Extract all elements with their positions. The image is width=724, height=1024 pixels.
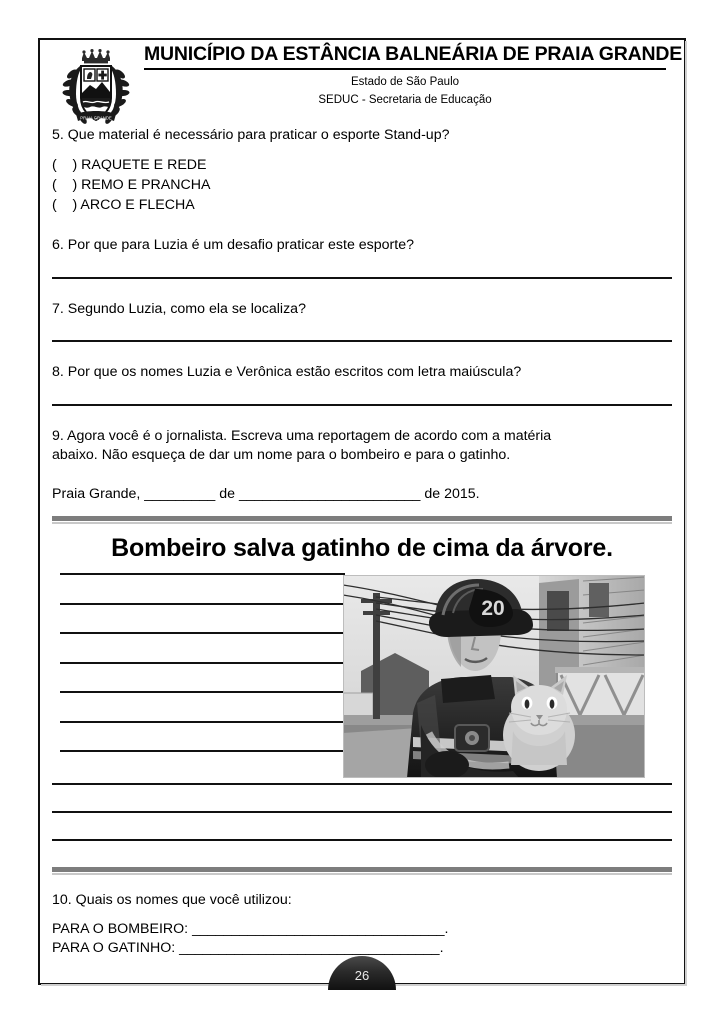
helmet-number-text: 20 — [481, 597, 505, 621]
wide-writing-lines — [52, 783, 672, 841]
separator-band-bottom — [52, 867, 672, 876]
question-10-text: 10. Quais os nomes que você utilizou: — [52, 892, 292, 909]
writing-line[interactable] — [60, 721, 345, 723]
question-9-text-line1: 9. Agora você é o jornalista. Escreva uma reportagem de acordo com a matéria — [52, 427, 552, 444]
page-content — [52, 43, 683, 957]
option-remo-e-prancha[interactable]: ( ) REMO E PRANCHA — [52, 176, 211, 193]
writing-line[interactable] — [52, 783, 672, 785]
page-footer — [38, 950, 686, 990]
question-6-text: 6. Por que para Luzia é um desafio praticar este esporte? — [52, 237, 414, 254]
news-headline: Bombeiro salva gatinho de cima da árvore. — [111, 534, 613, 563]
writing-line[interactable] — [60, 573, 345, 575]
question-8-block — [52, 363, 672, 406]
band-light-rule — [52, 873, 672, 875]
header-text-block — [144, 43, 683, 109]
answer-line-q8[interactable] — [52, 404, 672, 406]
question-9-block — [52, 427, 672, 502]
writing-line[interactable] — [60, 691, 345, 693]
question-5-text: 5. Que material é necessário para praticar o esporte Stand-up? — [52, 127, 450, 143]
question-10-block — [52, 892, 672, 956]
date-line[interactable]: Praia Grande, _________ de _______________________ de 2015. — [52, 486, 480, 503]
band-light-rule — [52, 522, 672, 524]
answer-field-gatinho[interactable]: PARA O GATINHO: _________________________________. — [52, 940, 444, 957]
band-dark-rule — [52, 867, 672, 872]
option-arco-e-flecha[interactable]: ( ) ARCO E FLECHA — [52, 196, 195, 213]
writing-line[interactable] — [60, 603, 345, 605]
separator-band-top — [52, 516, 672, 525]
question-7-block — [52, 300, 672, 343]
title-rule — [144, 68, 666, 70]
page-number: 26 — [354, 968, 370, 983]
writing-line[interactable] — [60, 632, 345, 634]
organization-department: SEDUC - Secretaria de Educação — [318, 93, 492, 106]
question-6-block — [52, 236, 672, 279]
band-dark-rule — [52, 516, 672, 521]
question-5-options — [52, 155, 672, 215]
firefighter-cat-photo — [343, 575, 645, 778]
coat-of-arms-icon — [58, 48, 134, 132]
organization-title: MUNICÍPIO DA ESTÂNCIA BALNEÁRIA DE PRAIA GRANDE — [144, 43, 683, 65]
option-raquete-e-rede[interactable]: ( ) RAQUETE E REDE — [52, 156, 207, 173]
short-writing-lines — [60, 573, 345, 780]
writing-line[interactable] — [60, 750, 345, 752]
question-5-block — [52, 126, 672, 215]
page-number-tab — [328, 956, 396, 990]
writing-line[interactable] — [52, 811, 672, 813]
question-9-text-line2: abaixo. Não esqueça de dar um nome para o bombeiro e para o gatinho. — [52, 447, 511, 464]
question-8-text: 8. Por que os nomes Luzia e Verônica estão escritos com letra maiúscula? — [52, 364, 522, 381]
answer-line-q6[interactable] — [52, 277, 672, 279]
writing-line[interactable] — [52, 839, 672, 841]
organization-state: Estado de São Paulo — [350, 76, 460, 89]
question-7-text: 7. Segundo Luzia, como ela se localiza? — [52, 300, 306, 317]
article-area — [52, 573, 672, 779]
document-header — [52, 43, 683, 124]
answer-line-q7[interactable] — [52, 340, 672, 342]
svg-text:PRAIA GRANDE: PRAIA GRANDE — [80, 115, 112, 121]
writing-line[interactable] — [60, 662, 345, 664]
answer-field-bombeiro[interactable]: PARA O BOMBEIRO: ________________________________. — [52, 921, 449, 938]
